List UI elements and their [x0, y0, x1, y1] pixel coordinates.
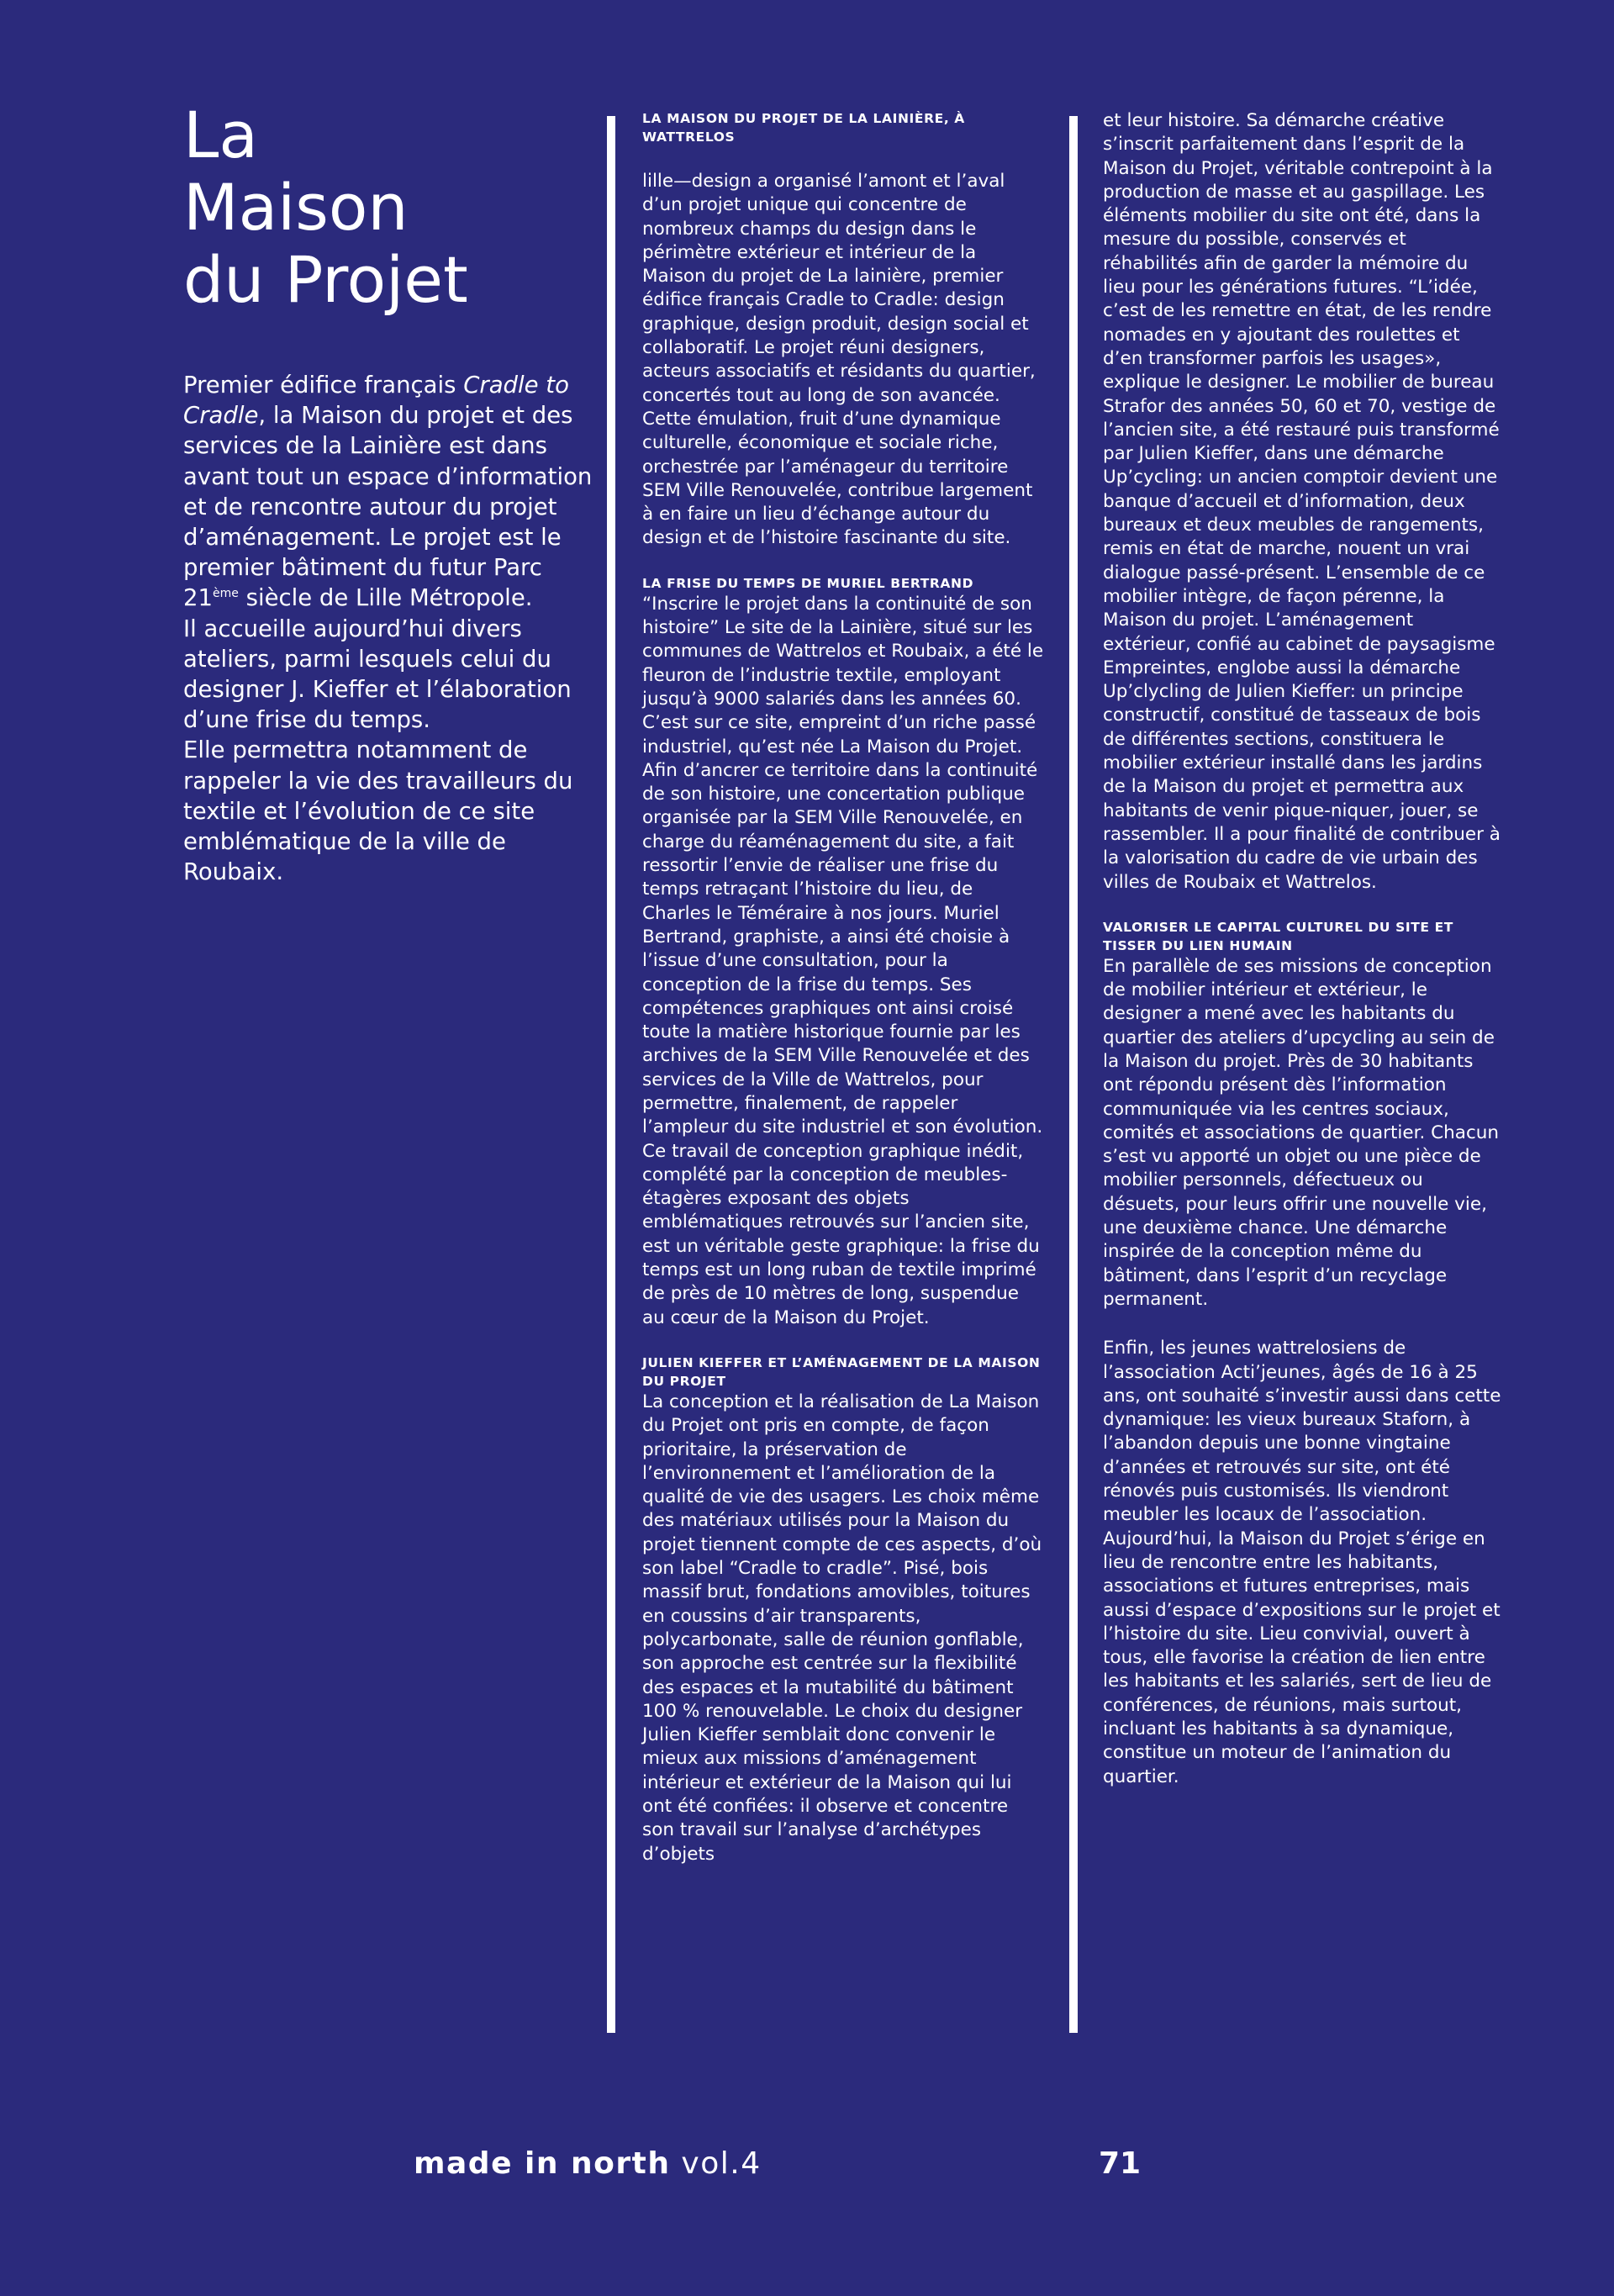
intro-paragraph-3: Elle permettra notamment de rappeler la vie des travailleurs du textile et l’évolution de ce site emblématique de la ville de Roubaix. — [183, 736, 573, 886]
title-line-2: Maison — [183, 170, 409, 245]
intro-text-part: Premier édifice français — [183, 372, 464, 399]
intro-paragraph-1 — [183, 370, 595, 614]
body-paragraph: et leur histoire. Sa démarche créative s’inscrit parfaitement dans l’esprit de la Maison du Projet, véritable contrepoint à la production de masse et au gaspillage. Les éléments mobilier du site ont été, dans la mesure du possible, conservés et réhabilités afin de garder la mémoire du lieu pour les générations futures. “L’idée, c’est de les remettre en état, de les rendre nomades en y ajoutant des roulettes et d’en transformer parfois les usages», explique le designer. Le mobilier de bureau Strafor des années 50, 60 et 70, vestige de l’ancien site, a été restauré puis transformé par Julien Kieffer, dans une démarche Up’cycling: un ancien comptoir devient une banque d’accueil et d’information, deux bureaux et deux meubles de rangements, remis en état de marche, nouent un vrai dialogue passé-présent. L’ensemble de ce mobilier intègre, de façon pérenne, la Maison du projet. L’aménagement extérieur, confié au cabinet de paysagisme Empreintes, englobe aussi la démarche Up’clycling de Julien Kieffer: un principe constructif, constitué de tasseaux de bois de différentes sections, constituera le mobilier extérieur installé dans les jardins de la Maison du projet et permettra aux habitants de venir pique-niquer, jouer, se rassembler. Il a pour finalité de contribuer à la valorisation du cadre de vie urbain des villes de Roubaix et Wattrelos. — [1103, 110, 1501, 893]
section-heading: VALORISER LE CAPITAL CULTUREL DU SITE ET TISSER DU LIEN HUMAIN — [1103, 919, 1453, 953]
section-heading: LA MAISON DU PROJET DE LA LAINIÈRE, À WATTRELOS — [642, 111, 965, 145]
article-column-2 — [1103, 109, 1505, 1789]
body-paragraph: La conception et la réalisation de La Maison du Projet ont pris en compte, de façon prioritaire, la préservation de l’environnement et l’amélioration de la qualité de vie des usagers. Les choix même des matériaux utilisés pour la Maison du projet tiennent compte de ces aspects, d’où son label “Cradle to cradle”. Pisé, bois massif brut, fondations amovibles, toitures en coussins d’air transparents, polycarbonate, salle de réunion gonflable, son approche est centrée sur la flexibilité des espaces et la mutabilité du bâtiment 100 % renouvelable. Le choix du designer Julien Kieffer semblait donc convenir le mieux aux missions d’aménagement intérieur et extérieur de la Maison qui lui ont été confiées: il observe et concentre son travail sur l’analyse d’archétypes d’objets — [642, 1391, 1042, 1865]
page-number: 71 — [1099, 2146, 1142, 2181]
article-column-1 — [642, 109, 1044, 1866]
page-title — [183, 99, 578, 316]
body-paragraph: lille—design a organisé l’amont et l’aval d’un projet unique qui concentre de nombreux champs du design dans le périmètre extérieur et intérieur de la Maison du projet de La lainière, premier édifice français Cradle to Cradle: design graphique, design produit, design social et collaboratif. Le projet réuni designers, acteurs associatifs et résidants du quartier, concertés tout au long de son avancée. Cette émulation, fruit d’une dynamique culturelle, économique et sociale riche, orchestrée par l’aménageur du territoire SEM Ville Renouvelée, contribue largement à en faire un lieu d’échange autour du design et de l’histoire fascinante du site. — [642, 171, 1036, 549]
body-paragraph: En parallèle de ses missions de conception de mobilier intérieur et extérieur, le designer a mené avec les habitants du quartier des ateliers d’upcycling au sein de la Maison du projet. Près de 30 habitants ont répondu présent dès l’information communiquée via les centres sociaux, comités et associations de quartier. Chacun s’est vu apporté un objet ou une pièce de mobilier personnels, défectueux ou désuets, pour leurs offrir une nouvelle vie, une deuxième chance. Une démarche inspirée de la conception même du bâtiment, dans l’esprit d’un recyclage permanent. — [1103, 955, 1500, 1310]
intro-text — [183, 370, 595, 887]
body-paragraph: Aujourd’hui, la Maison du Projet s’érige en lieu de rencontre entre les habitants, associations et futures entreprises, mais aussi d’espace d’expositions sur le projet et l’histoire du site. Lieu convivial, ouvert à tous, elle favorise la création de lien entre les habitants et les salariés, sert de lieu de conférences, de réunions, mais surtout, incluant les habitants à sa dynamique, constitue un moteur de l’animation du quartier. — [1103, 1528, 1501, 1787]
title-line-1: La — [183, 98, 258, 172]
intro-paragraph-2: Il accueille aujourd’hui divers ateliers, parmi lesquels celui du designer J. Kieffer et l’élaboration d’une frise du temps. — [183, 615, 572, 734]
magazine-footer — [414, 2146, 762, 2181]
superscript: ème — [213, 587, 239, 601]
body-paragraph: “Inscrire le projet dans la continuité de son histoire” Le site de la Lainière, situé sur les communes de Wattrelos et Roubaix, a été le fleuron de l’industrie textile, employant jusqu’à 9000 salariés dans les années 60. C’est sur ce site, empreint d’un riche passé industriel, qu’est née La Maison du Projet. Afin d’ancrer ce territoire dans la continuité de son histoire, une concertation publique organisée par la SEM Ville Renouvelée, en charge du réaménagement du site, a fait ressortir l’envie de réaliser une frise du temps retraçant l’histoire du lieu, de Charles le Téméraire à nos jours. Muriel Bertrand, graphiste, a ainsi été choisie à l’issue d’une consultation, pour la conception de la frise du temps. Ses compétences graphiques ont ainsi croisé toute la matière historique fournie par les archives de la SEM Ville Renouvelée et des services de la Ville de Wattrelos, pour permettre, finalement, de rappeler l’ampleur du site industriel et son évolution. Ce travail de conception graphique inédit, complété par la conception de meubles-étagères exposant des objets emblématiques retrouvés sur l’ancien site, est un véritable geste graphique: la frise du temps est un long ruban de textile imprimé de près de 10 mètres de long, suspendue au cœur de la Maison du Projet. — [642, 593, 1044, 1328]
column-rule-left — [607, 116, 615, 2033]
column-rule-right — [1069, 116, 1078, 2033]
intro-text-part: , la Maison du projet et des services de la Lainière est dans avant tout un espace d’information et de rencontre autour du projet d’aménagement. Le projet est le premier bâtiment du futur Parc 21 — [183, 402, 593, 612]
magazine-name: made in north — [414, 2146, 671, 2181]
section-heading: JULIEN KIEFFER ET L’AMÉNAGEMENT DE LA MAISON DU PROJET — [642, 1354, 1041, 1389]
magazine-volume: vol.4 — [670, 2146, 762, 2181]
body-paragraph: Enfin, les jeunes wattrelosiens de l’association Acti’jeunes, âgés de 16 à 25 ans, ont souhaité s’investir aussi dans cette dynamique: les vieux bureaux Staforn, à l’abandon depuis une bonne vingtaine d’années et retrouvés sur site, ont été rénovés puis customisés. Ils viendront meubler les locaux de l’association. — [1103, 1338, 1501, 1526]
section-heading: LA FRISE DU TEMPS DE MURIEL BERTRAND — [642, 575, 974, 591]
title-line-3: du Projet — [183, 242, 468, 317]
intro-italic: Cradle to Cradle — [183, 372, 569, 430]
intro-text-part: siècle de Lille Métropole. — [238, 584, 533, 612]
